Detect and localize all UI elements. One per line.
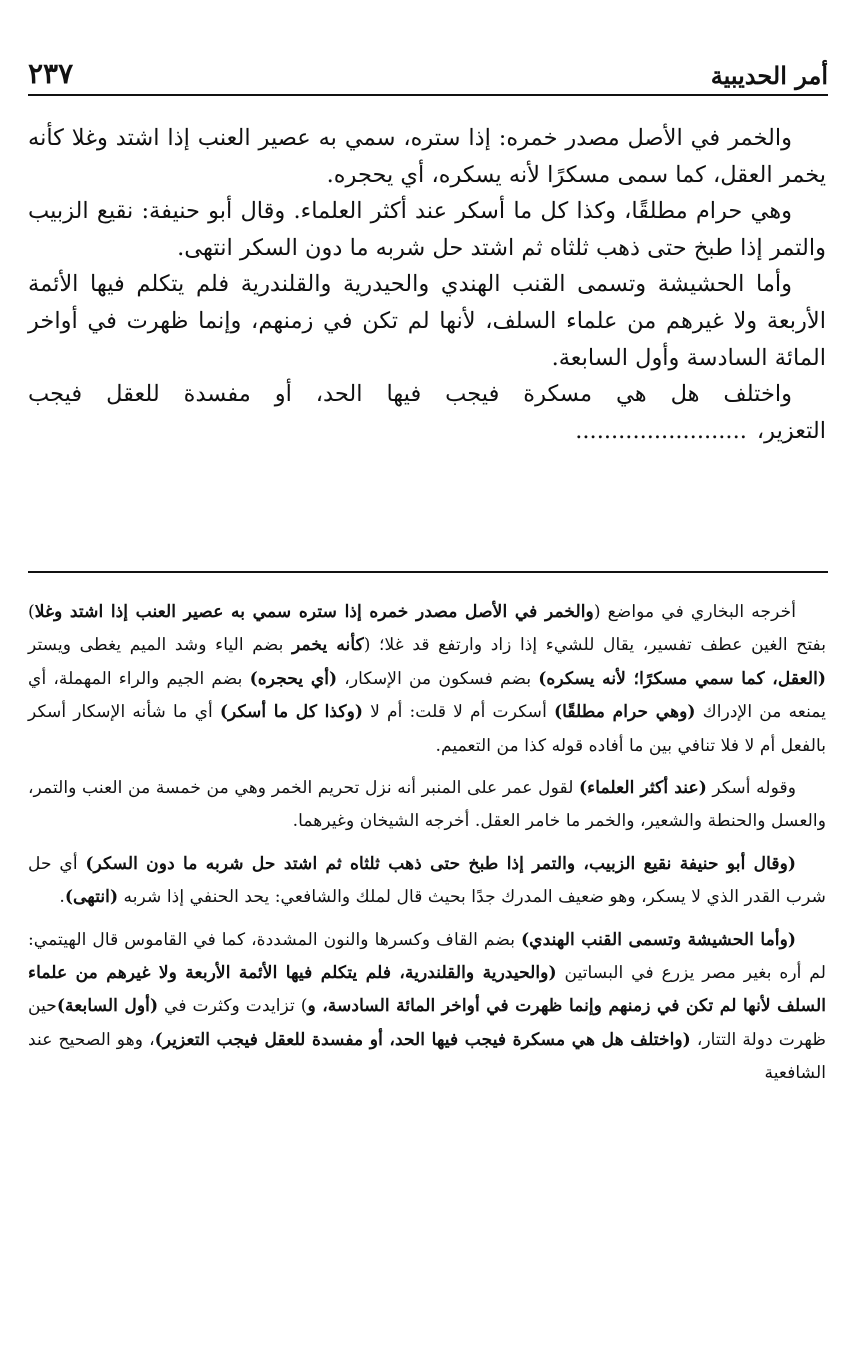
main-text bbox=[28, 120, 826, 449]
commentary-text: وقوله أسكر bbox=[706, 778, 797, 799]
page-header bbox=[28, 44, 828, 90]
quoted-matn-text: كأنه يخمر bbox=[291, 635, 364, 656]
commentary-text: ) تزايدت وكثرت في bbox=[158, 996, 308, 1017]
commentary-text: بضم الجيم والراء المهملة، أي يمنعه من الإدراك bbox=[28, 668, 826, 723]
commentary-text: حين ظهرت دولة التتار، bbox=[28, 996, 827, 1050]
quoted-matn-text: (واختلف هل هي مسكرة فيجب فيها الحد، أو مفسدة للعقل فيجب التعزير) bbox=[154, 1029, 691, 1050]
footnote-rule bbox=[28, 571, 828, 573]
commentary-text: ، وهو الصحيح عند الشافعية bbox=[28, 1029, 826, 1084]
commentary-text: لقول عمر على المنبر أنه نزل تحريم الخمر وهي من خمسة من العنب والتمر، والعسل والحنطة والشعير، والخمر ما خامر العقل. أخرجه الشيخان وغيرهما. bbox=[28, 778, 826, 832]
running-title: أمر الحديبية bbox=[710, 61, 828, 90]
continuation-dots: ........................ bbox=[575, 417, 747, 444]
main-paragraph: وأما الحشيشة وتسمى القنب الهندي والحيدرية والقلندرية فلم يتكلم فيها الأئمة الأربعة ولا غيرهم من علماء السلف، لأنها لم تكن في زمنهم، وإنما ظهرت في أواخر المائة السادسة وأول السابعة. bbox=[28, 271, 826, 371]
quoted-matn-text: (وقال أبو حنيفة نقيع الزبيب، والتمر إذا طبخ حتى ذهب ثلثاه ثم اشتد حل شربه ما دون السكر) bbox=[85, 853, 796, 874]
commentary-text: أي حل شرب القدر الذي لا يسكر، وهو ضعيف المدرك جدًا بحيث قال لملك والشافعي: يحد الحنفي إذا شربه bbox=[28, 853, 826, 908]
commentary-text: بضم فسكون من الإسكار، bbox=[337, 668, 539, 689]
quoted-matn-text: (أي يحجره) bbox=[249, 668, 338, 689]
main-paragraph-text: واختلف هل هي مسكرة فيجب فيها الحد، أو مفسدة للعقل فيجب التعزير، bbox=[28, 381, 826, 444]
quoted-matn-text: والخمر في الأصل مصدر خمره إذا ستره سمي به عصير العنب إذا اشتد وغلا bbox=[34, 602, 594, 622]
commentary-text: بضم القاف وكسرها والنون المشددة، كما في القاموس قال الهيتمي: لم أره بغير مصر يزرع في البساتين bbox=[28, 929, 826, 984]
commentary-text: أخرجه البخاري في مواضع ( bbox=[593, 602, 796, 622]
commentary-text: أي ما شأنه الإسكار أسكر بالفعل أم لا فلا تنافي بين ما أفاده قوله كذا من التعميم. bbox=[28, 702, 826, 756]
quoted-matn-text: (والحيدرية والقلندرية، فلم يتكلم فيها الأئمة الأربعة ولا غيرهم من علماء السلف لأنها لم تكن في زمنهم وإنما ظهرت في أواخر المائة السادسة، و bbox=[28, 963, 826, 1017]
commentary-text: أسكرت أم لا قلت: أم لا bbox=[363, 702, 554, 723]
footnotes bbox=[28, 596, 826, 1100]
page-number: ٢٣٧ bbox=[28, 57, 74, 90]
footnote-paragraph bbox=[28, 772, 826, 839]
quoted-matn-text: (العقل، كما سمي مسكرًا؛ لأنه يسكره) bbox=[538, 668, 826, 689]
footnote-paragraph bbox=[28, 924, 826, 1091]
footnote-paragraph bbox=[28, 848, 826, 915]
quoted-matn-text: (وأما الحشيشة وتسمى القنب الهندي) bbox=[521, 929, 796, 950]
quoted-matn-text: (عند أكثر العلماء) bbox=[579, 778, 707, 799]
commentary-text: . bbox=[59, 887, 65, 908]
header-rule bbox=[28, 94, 828, 96]
quoted-matn-text: (انتهى) bbox=[64, 887, 119, 908]
quoted-matn-text: (وهي حرام مطلقًا) bbox=[553, 702, 696, 723]
quoted-matn-text: (أول السابعة) bbox=[56, 996, 159, 1017]
footnote-paragraph bbox=[28, 596, 826, 763]
commentary-text: بضم الياء وشد الميم يغطى ويستر bbox=[28, 635, 292, 656]
main-paragraph: وهي حرام مطلقًا، وكذا كل ما أسكر عند أكثر العلماء. وقال أبو حنيفة: نقيع الزبيب والتمر إذا طبخ حتى ذهب ثلثاه ثم اشتد حل شربه ما دون السكر انتهى. bbox=[28, 198, 826, 261]
main-paragraph: والخمر في الأصل مصدر خمره: إذا ستره، سمي به عصير العنب إذا اشتد وغلا كأنه يخمر العقل، كما سمى مسكرًا لأنه يسكره، أي يحجره. bbox=[28, 125, 826, 188]
main-paragraph bbox=[28, 376, 826, 449]
quoted-matn-text: (وكذا كل ما أسكر) bbox=[219, 702, 364, 723]
commentary-text: ) بفتح الغين عطف تفسير، يقال للشيء إذا زاد وارتفع قد غلا؛ ( bbox=[28, 602, 826, 656]
